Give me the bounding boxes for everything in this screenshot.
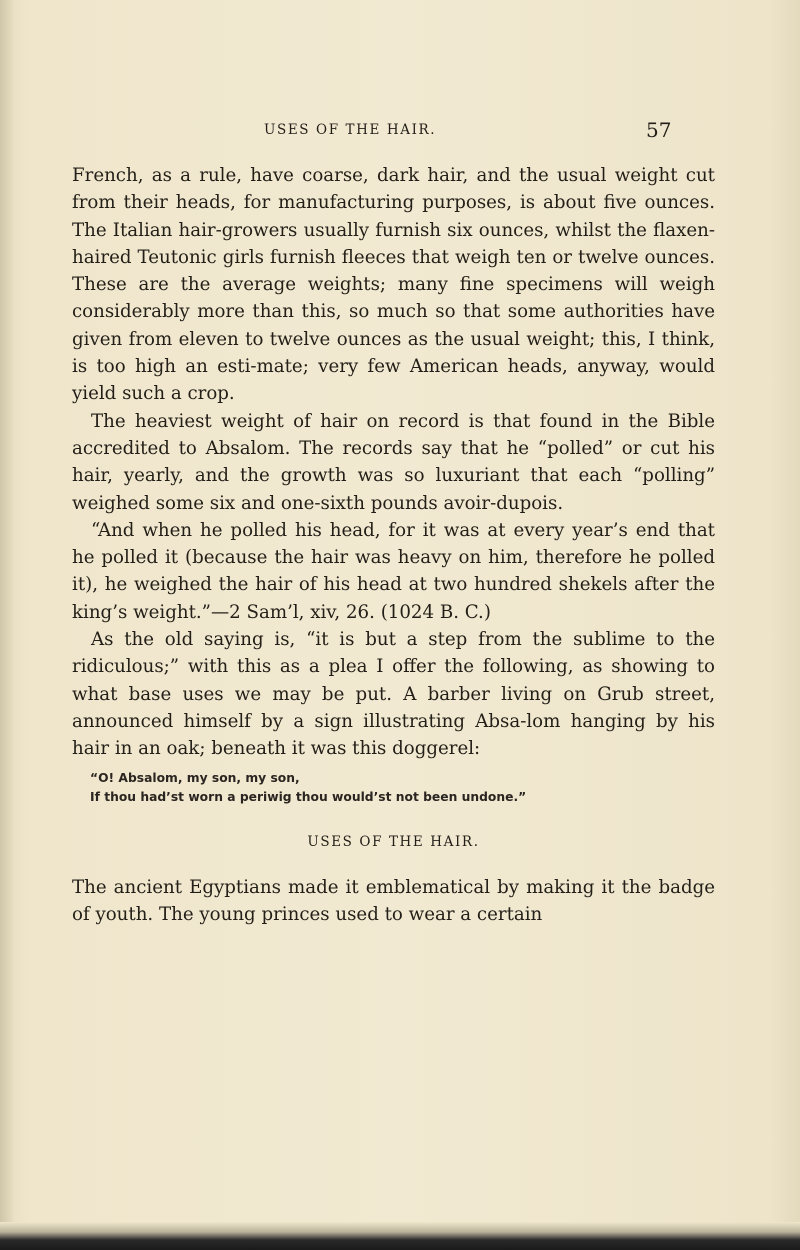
doggerel-verse: [72, 769, 715, 807]
section-heading: USES OF THE HAIR.: [307, 833, 480, 850]
paragraph-scripture-quote: “And when he polled his head, for it was at every year’s end that he polled it (because the hair was heavy on him, therefore he polled it), he weighed the hair of his head at two hundred shekels after the king’s weight.”—2 Sam’l, xiv, 26. (1024 B. C.): [72, 519, 715, 623]
paragraph-absalom: The heaviest weight of hair on record is that found in the Bible accredited to Absalom. The records say that he “polled” or cut his hair, yearly, and the growth was so luxuriant that each “polling” weighed some six and one-sixth pounds avoir-dupois.: [72, 410, 715, 514]
page-bottom-edge: [0, 1222, 800, 1250]
paragraph-barber: As the old saying is, “it is but a step from the sublime to the ridiculous;” with this as a plea I offer the following, as showing to what base uses we may be put. A barber living on Grub street, announced himself by a sign illustrating Absa-lom hanging by his hair in an oak; beneath it was this doggerel:: [72, 629, 715, 760]
verse-line: If thou had’st worn a periwig thou would’st not been undone.”: [90, 789, 527, 804]
page-header: [0, 118, 800, 142]
running-head: USES OF THE HAIR.: [264, 122, 437, 138]
verse-line: “O! Absalom, my son, my son,: [90, 770, 300, 785]
paragraph-hair-weights: French, as a rule, have coarse, dark hair, and the usual weight cut from their heads, for manufacturing purposes, is about five ounces. The Italian hair-growers usually furnish six ounces, whilst the flaxen-haired Teutonic girls furnish fleeces that weigh ten or twelve ounces. These are the average weights; many fine specimens will weigh considerably more than this, so much so that some authorities have given from eleven to twelve ounces as the usual weight; this, I think, is too high an esti-mate; very few American heads, anyway, would yield such a crop.: [72, 165, 715, 405]
page-number: 57: [646, 118, 672, 142]
paragraph-egyptians: The ancient Egyptians made it emblematical by making it the badge of youth. The young princes used to wear a certain: [72, 876, 715, 926]
page-body: [72, 162, 715, 928]
page-gutter: [0, 0, 14, 1250]
